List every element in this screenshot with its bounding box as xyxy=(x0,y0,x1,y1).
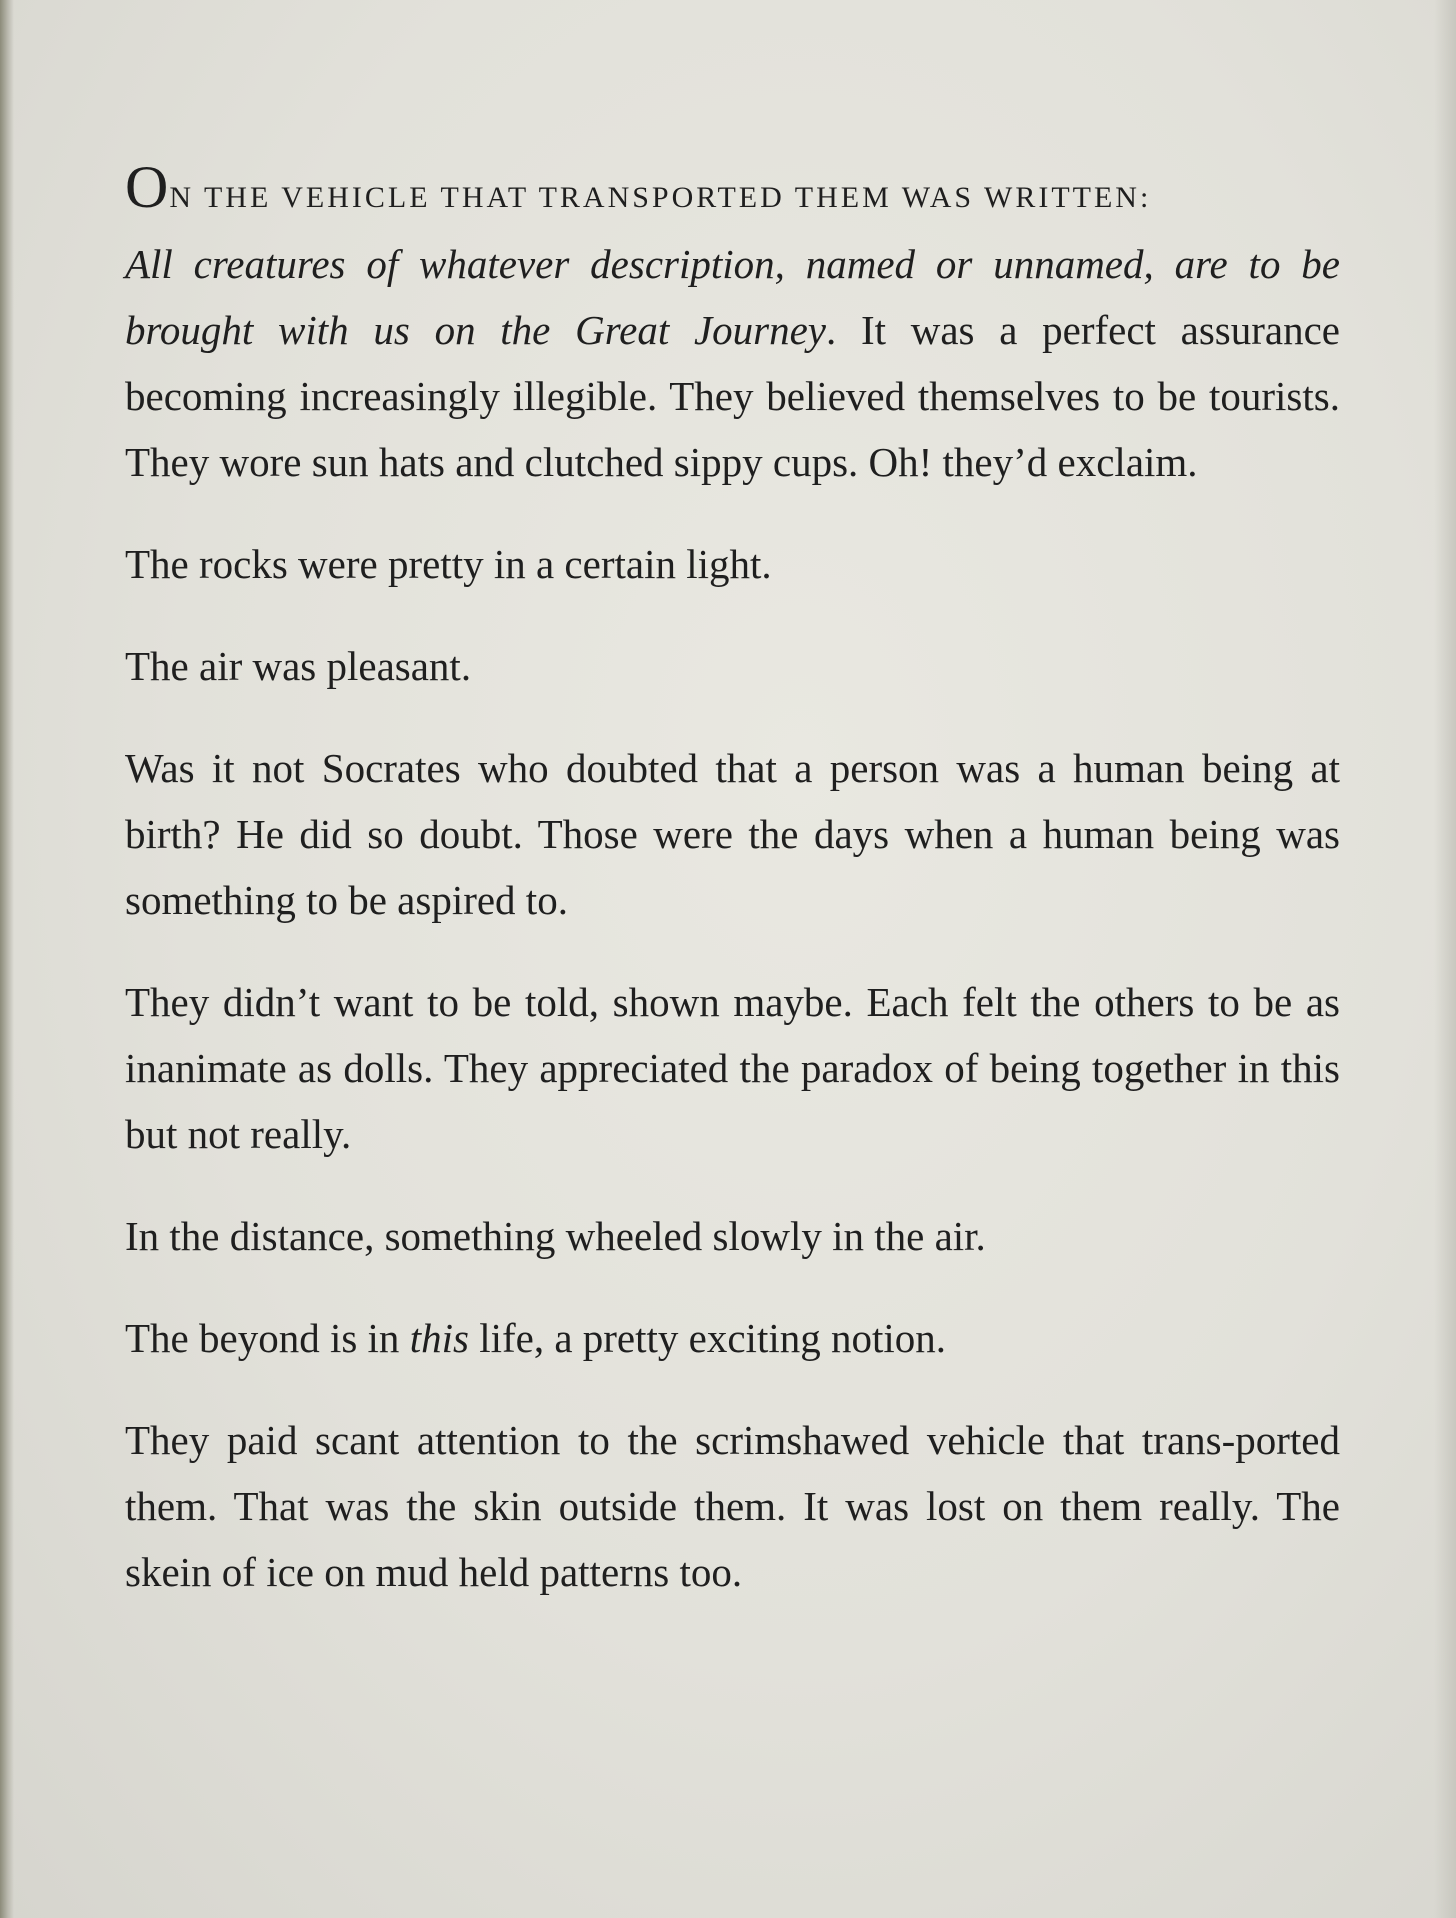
paragraph-4: Was it not Socrates who doubted that a person was a human being at birth? He did so doubt. Those were the days when a human being was something to be aspired to. xyxy=(125,745,1340,923)
paragraph-7-after: life, a pretty exciting notion. xyxy=(468,1315,947,1361)
italic-this: this xyxy=(409,1315,469,1361)
drop-cap: O xyxy=(125,154,170,220)
small-caps-opening: N THE VEHICLE THAT TRANSPORTED THEM WAS WRITTEN: xyxy=(169,181,1152,214)
paragraph-7 xyxy=(125,1305,1340,1371)
paragraph-7-before: The beyond is in xyxy=(125,1315,410,1361)
italic-inscription: All creatures of whatever description, named or unnamed, are to be brought with us on the Great Journey xyxy=(125,241,1340,353)
paragraph-6: In the distance, something wheeled slowly in the air. xyxy=(125,1213,986,1259)
paragraph-8: They paid scant attention to the scrimshawed vehicle that trans-ported them. That was the skin outside them. It was lost on them really. The skein of ice on mud held patterns too. xyxy=(125,1417,1340,1595)
body-text xyxy=(125,154,1340,1641)
paragraph-2: The rocks were pretty in a certain light. xyxy=(125,541,772,587)
page-edge-shadow xyxy=(1434,0,1456,1918)
paragraph-1 xyxy=(125,154,1340,495)
page-gutter-shadow xyxy=(0,0,14,1918)
paragraph-5: They didn’t want to be told, shown maybe. Each felt the others to be as inanimate as dolls. They appreciated the paradox of being together in this but not really. xyxy=(125,979,1340,1157)
paragraph-3: The air was pleasant. xyxy=(125,643,472,689)
paragraph-1-rest: . It was a perfect assurance becoming increasingly illegible. They believed themselves to be tourists. They wore sun hats and clutched sippy cups. Oh! they’d exclaim. xyxy=(125,307,1340,485)
